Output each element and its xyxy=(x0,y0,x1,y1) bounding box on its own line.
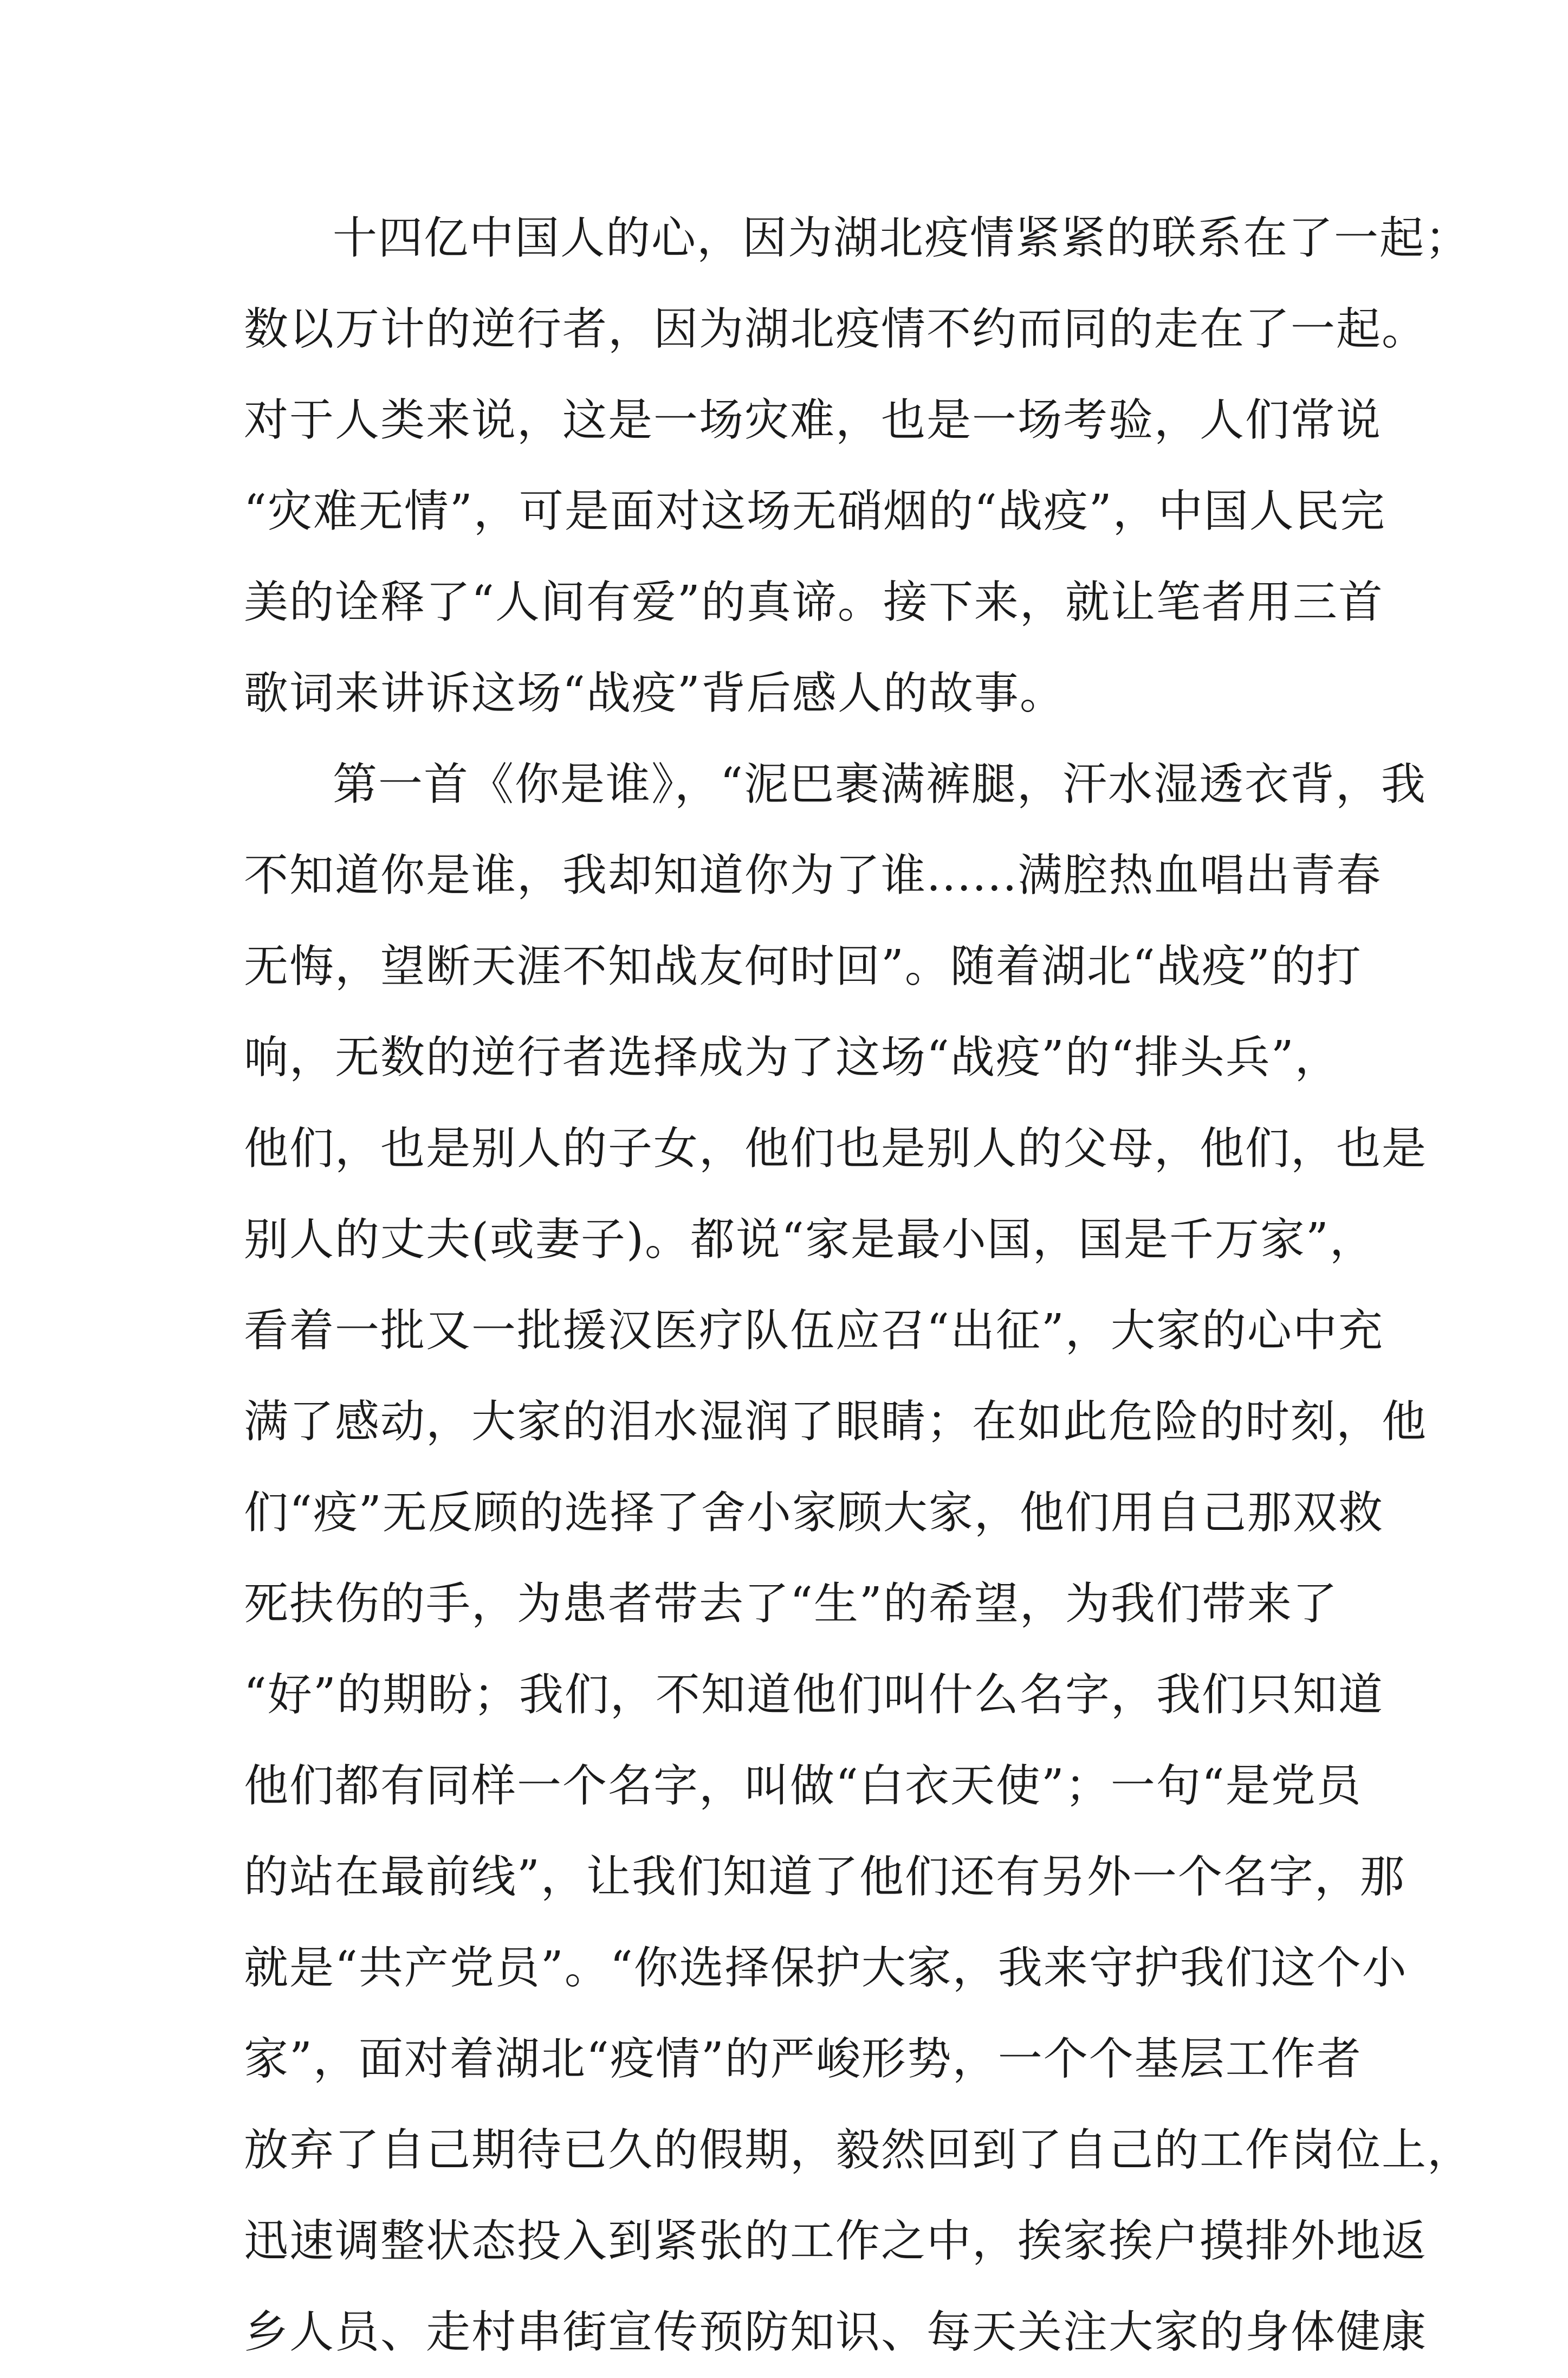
paragraph-1 xyxy=(244,193,1471,739)
text-line: 们“疫”无反顾的选择了舍小家顾大家，他们用自己那双救 xyxy=(244,1487,1384,1539)
text-line: 家”，面对着湖北“疫情”的严峻形势，一个个基层工作者 xyxy=(244,2033,1362,2085)
text-line: “好”的期盼；我们，不知道他们叫什么名字，我们只知道 xyxy=(244,1669,1384,1721)
text-line: 对于人类来说，这是一场灾难，也是一场考验，人们常说 xyxy=(244,395,1382,446)
text-line: 十四亿中国人的心，因为湖北疫情紧紧的联系在了一起； xyxy=(333,212,1471,264)
text-line: 乡人员、走村串街宣传预防知识、每天关注大家的身体健康 xyxy=(244,2306,1428,2358)
text-line: 美的诠释了“人间有爱”的真谛。接下来，就让笔者用三首 xyxy=(244,577,1384,628)
paragraph-2 xyxy=(244,739,1473,2378)
text-line: 无悔，望断天涯不知战友何时回”。随着湖北“战疫”的打 xyxy=(244,941,1362,992)
text-line: 的站在最前线”，让我们知道了他们还有另外一个名字，那 xyxy=(244,1851,1405,1903)
text-line: 数以万计的逆行者，因为湖北疫情不约而同的走在了一起。 xyxy=(244,303,1428,355)
body-text xyxy=(244,193,1473,2378)
text-line: 他们都有同样一个名字，叫做“白衣天使”；一句“是党员 xyxy=(244,1760,1362,1812)
text-line: 满了感动，大家的泪水湿润了眼睛；在如此危险的时刻，他 xyxy=(244,1396,1428,1448)
text-line: 响，无数的逆行者选择成为了这场“战疫”的“排头兵”， xyxy=(244,1032,1340,1083)
text-line: 放弃了自己期待已久的假期，毅然回到了自己的工作岗位上， xyxy=(244,2124,1473,2176)
text-line: 迅速调整状态投入到紧张的工作之中，挨家挨户摸排外地返 xyxy=(244,2215,1428,2267)
text-line: 他们，也是别人的子女，他们也是别人的父母，他们，也是 xyxy=(244,1123,1428,1174)
text-line: 就是“共产党员”。“你选择保护大家，我来守护我们这个小 xyxy=(244,1942,1408,1994)
text-line: 歌词来讲诉这场“战疫”背后感人的故事。 xyxy=(244,668,1065,719)
text-line: 第一首《你是谁》，“泥巴裹满裤腿，汗水湿透衣背，我 xyxy=(333,759,1427,810)
text-line: 死扶伤的手，为患者带去了“生”的希望，为我们带来了 xyxy=(244,1578,1338,1630)
text-line: 看着一批又一批援汉医疗队伍应召“出征”，大家的心中充 xyxy=(244,1305,1384,1356)
text-line: “灾难无情”，可是面对这场无硝烟的“战疫”，中国人民完 xyxy=(244,486,1386,537)
text-line: 别人的丈夫(或妻子)。都说“家是最小国，国是千万家”， xyxy=(244,1214,1375,1265)
text-line: 不知道你是谁，我却知道你为了谁......满腔热血唱出青春 xyxy=(244,850,1382,901)
